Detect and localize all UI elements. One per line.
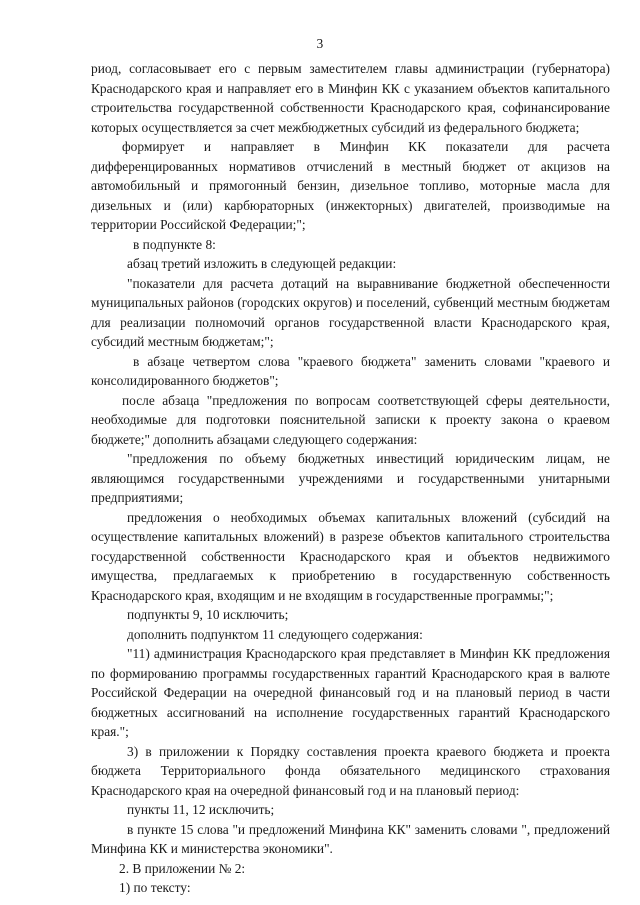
paragraph: "показатели для расчета дотаций на выравнивание бюджетной обеспеченности муниципальных районов (городских округов) и поселений, субвенций местным бюджетам для реализации полномочий органов государственной власти Краснодарского края, субсидий местным бюджетам;"; [91,275,610,349]
paragraph-continuation: риод, согласовывает его с первым заместителем главы администрации (губернатора) Краснодарского края и направляет его в Минфин КК с указанием объектов капитального строительства государственной собственности Краснодарского края, софинансирование которых осуществляется за счет межбюджетных субсидий из федерального бюджета; [91,61,610,135]
paragraph: "предложения по объему бюджетных инвестиций юридическим лицам, не являющимся государственными учреждениями и государственными унитарными предприятиями; [91,451,610,505]
paragraph: в абзаце четвертом слова "краевого бюджета" заменить словами "краевого и консолидированного бюджетов"; [91,353,610,388]
document-body [91,59,610,898]
paragraph: после абзаца "предложения по вопросам соответствующей сферы деятельности, необходимые для подготовки пояснительной записки к проекту закона о краевом бюджете;" дополнить абзацами следующего содержания: [91,392,610,447]
paragraph: подпункты 9, 10 исключить; [127,607,289,622]
paragraph: предложения о необходимых объемах капитальных вложений (субсидий на осуществление капитальных вложений) в разрезе объектов капитального строительства государственной собственности Краснодарского края и объектов недвижимого имущества, предлагаемых к приобретению в государственную собственность Краснодарского края, входящим и не входящим в государственные программы;"; [91,509,610,603]
paragraph: "11) администрация Краснодарского края представляет в Минфин КК предложения по формированию программы государственных гарантий Краснодарского края в валюте Российской Федерации на очередной финансовый год и на плановый период в части бюджетных ассигнований на исполнение государственных гарантий Краснодарского края."; [91,646,610,739]
paragraph: формирует и направляет в Минфин КК показатели для расчета дифференцированных нормативов отчислений в местный бюджет от акцизов на автомобильный и прямогонный бензин, дизельное топливо, моторные масла для дизельных и (или) карбюраторных (инжекторных) двигателей, производимые на территории Российской Федерации;"; [91,139,610,232]
paragraph: в подпункте 8: [133,236,216,252]
page-number: 3 [316,36,324,51]
paragraph: 1) по тексту: [119,880,191,895]
paragraph: в пункте 15 слова "и предложений Минфина КК" заменить словами ", предложений Минфина КК и министерства экономики". [91,821,610,856]
paragraph: 2. В приложении № 2: [119,860,246,876]
paragraph: абзац третий изложить в следующей редакции: [127,256,397,271]
paragraph: пункты 11, 12 исключить; [127,802,275,817]
paragraph: 3) в приложении к Порядку составления проекта краевого бюджета и проекта бюджета Территориального фонда обязательного медицинского страхования Краснодарского края на очередной финансовый год и на плановый период: [91,743,610,798]
paragraph: дополнить подпунктом 11 следующего содержания: [127,626,423,642]
